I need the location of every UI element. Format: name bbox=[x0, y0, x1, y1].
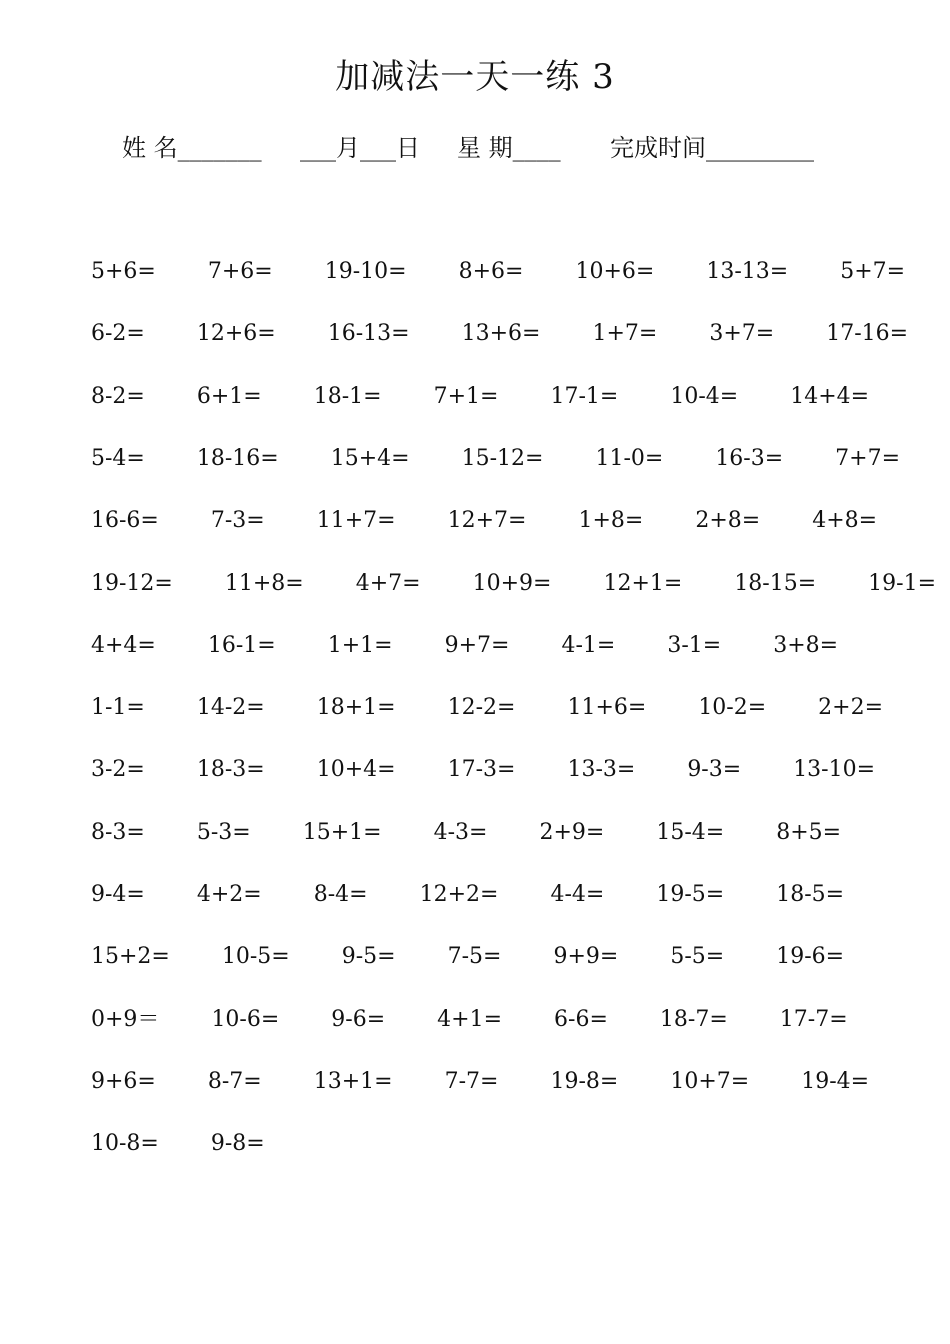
math-problem: 12+2= bbox=[419, 882, 499, 907]
math-problem: 11-0= bbox=[595, 445, 664, 471]
page-title: 加减法一天一练 3 bbox=[335, 57, 615, 97]
math-problem: 13+1= bbox=[313, 1068, 393, 1094]
math-problem: 11+8= bbox=[224, 570, 304, 596]
math-problem: 14-2= bbox=[196, 695, 265, 721]
math-problem: 8-7= bbox=[207, 1068, 262, 1094]
math-problem: 7-3= bbox=[210, 508, 265, 534]
math-problem: 4+8= bbox=[812, 508, 878, 534]
math-problem: 1+7= bbox=[592, 321, 658, 347]
math-problem: 3-2= bbox=[91, 757, 145, 783]
math-problem: 10-2= bbox=[698, 695, 767, 721]
math-problem: 17-16= bbox=[826, 321, 909, 347]
math-problem: 3+7= bbox=[709, 321, 775, 347]
math-problem: 13-10= bbox=[793, 757, 876, 783]
math-problem: 13-3= bbox=[567, 757, 636, 783]
math-problem: 6-2= bbox=[91, 321, 145, 347]
math-problem: 9-8= bbox=[210, 1131, 265, 1157]
math-problem: 14+4= bbox=[790, 383, 870, 409]
math-problem: 9-5= bbox=[341, 944, 396, 970]
math-problem: 8+5= bbox=[776, 819, 842, 845]
math-problem: 5-3= bbox=[196, 819, 251, 845]
math-problem: 7+6= bbox=[207, 259, 273, 284]
math-problem: 9-4= bbox=[91, 882, 145, 907]
math-problem: 15+1= bbox=[302, 819, 382, 845]
math-problem: 12+7= bbox=[447, 508, 527, 534]
math-problem: 18+1= bbox=[316, 695, 396, 721]
math-problem: 7+7= bbox=[835, 445, 901, 471]
math-problem: 16-6= bbox=[91, 508, 159, 534]
math-problem: 12+1= bbox=[603, 570, 683, 596]
math-problem: 7+1= bbox=[433, 383, 499, 409]
math-problem: 18-7= bbox=[659, 1006, 728, 1032]
math-problem: 4+7= bbox=[355, 570, 421, 596]
math-problem: 9-3= bbox=[687, 757, 742, 783]
math-problem: 10+4= bbox=[316, 757, 396, 783]
math-problem: 16-1= bbox=[207, 632, 276, 658]
math-problem: 15-12= bbox=[461, 445, 544, 471]
math-problem: 17-1= bbox=[550, 383, 619, 409]
math-problem: 19-4= bbox=[801, 1068, 870, 1094]
math-problem: 4-4= bbox=[550, 882, 605, 907]
name-field: 姓 名_______ bbox=[122, 134, 262, 162]
math-problem: 6+1= bbox=[196, 383, 262, 409]
math-problem: 4+2= bbox=[196, 882, 262, 907]
math-problem: 16-13= bbox=[327, 321, 410, 347]
math-problem: 5-4= bbox=[91, 445, 145, 471]
math-problem: 15-4= bbox=[656, 819, 725, 845]
math-problem: 19-6= bbox=[776, 944, 845, 970]
math-problem: 10-5= bbox=[221, 944, 290, 970]
math-problem: 2+8= bbox=[695, 508, 761, 534]
math-problem: 2+9= bbox=[539, 819, 605, 845]
student-info-header bbox=[0, 128, 950, 168]
math-problem: 12-2= bbox=[447, 695, 516, 721]
date-field: ___月___日 bbox=[300, 134, 420, 162]
math-problem: 1-1= bbox=[91, 695, 145, 721]
math-problem: 6-6= bbox=[554, 1006, 608, 1032]
math-problem: 11+7= bbox=[316, 508, 396, 534]
math-problem: 10-8= bbox=[91, 1131, 159, 1157]
math-problem: 4+4= bbox=[91, 632, 156, 658]
math-problem: 10-4= bbox=[670, 383, 739, 409]
math-problem: 8-2= bbox=[91, 383, 145, 409]
math-problem: 19-12= bbox=[91, 570, 173, 596]
math-problem: 4-3= bbox=[433, 819, 488, 845]
math-problem: 7-7= bbox=[444, 1068, 499, 1094]
math-problem: 3+8= bbox=[773, 632, 839, 658]
math-problem: 18-5= bbox=[776, 882, 845, 907]
math-problem: 5-5= bbox=[670, 944, 725, 970]
math-problem: 9+7= bbox=[444, 632, 510, 658]
math-problem: 18-3= bbox=[196, 757, 265, 783]
math-problem: 15+4= bbox=[330, 445, 410, 471]
math-problem: 19-8= bbox=[550, 1068, 619, 1094]
math-problem: 10+7= bbox=[670, 1068, 750, 1094]
math-problem: 13+6= bbox=[461, 321, 541, 347]
math-problem: 7-5= bbox=[447, 944, 502, 970]
math-problem: 1+8= bbox=[578, 508, 644, 534]
math-problem: 8-3= bbox=[91, 819, 145, 845]
math-problem: 0+9＝ bbox=[91, 1006, 160, 1032]
math-problem: 19-1= bbox=[868, 570, 937, 596]
math-problem: 9+9= bbox=[553, 944, 619, 970]
math-problem: 10+9= bbox=[472, 570, 552, 596]
math-problem: 18-16= bbox=[196, 445, 279, 471]
math-problem: 16-3= bbox=[715, 445, 784, 471]
weekday-field: 星 期____ bbox=[457, 134, 561, 162]
math-problem: 2+2= bbox=[818, 695, 884, 721]
math-problem: 5+6= bbox=[91, 259, 156, 284]
math-problem: 5+7= bbox=[840, 259, 906, 284]
math-problem: 19-5= bbox=[656, 882, 725, 907]
math-problem: 10-6= bbox=[211, 1006, 280, 1032]
math-problem: 17-7= bbox=[779, 1006, 848, 1032]
math-problem: 9-6= bbox=[331, 1006, 386, 1032]
math-problem: 17-3= bbox=[447, 757, 516, 783]
math-problem: 1+1= bbox=[327, 632, 393, 658]
math-problem: 4+1= bbox=[437, 1006, 503, 1032]
math-problem: 9+6= bbox=[91, 1068, 156, 1094]
math-problem: 11+6= bbox=[567, 695, 647, 721]
math-problem: 8+6= bbox=[458, 259, 524, 284]
math-problem: 4-1= bbox=[561, 632, 616, 658]
math-problem: 3-1= bbox=[667, 632, 722, 658]
math-problem: 18-15= bbox=[734, 570, 817, 596]
math-problem: 19-10= bbox=[324, 259, 407, 284]
math-problem: 18-1= bbox=[313, 383, 382, 409]
completion-time-field: 完成时间_________ bbox=[610, 134, 814, 162]
math-problem: 13-13= bbox=[706, 259, 789, 284]
math-problem: 8-4= bbox=[313, 882, 368, 907]
math-problem: 12+6= bbox=[196, 321, 276, 347]
math-problem: 15+2= bbox=[91, 944, 170, 970]
math-problem: 10+6= bbox=[575, 259, 655, 284]
